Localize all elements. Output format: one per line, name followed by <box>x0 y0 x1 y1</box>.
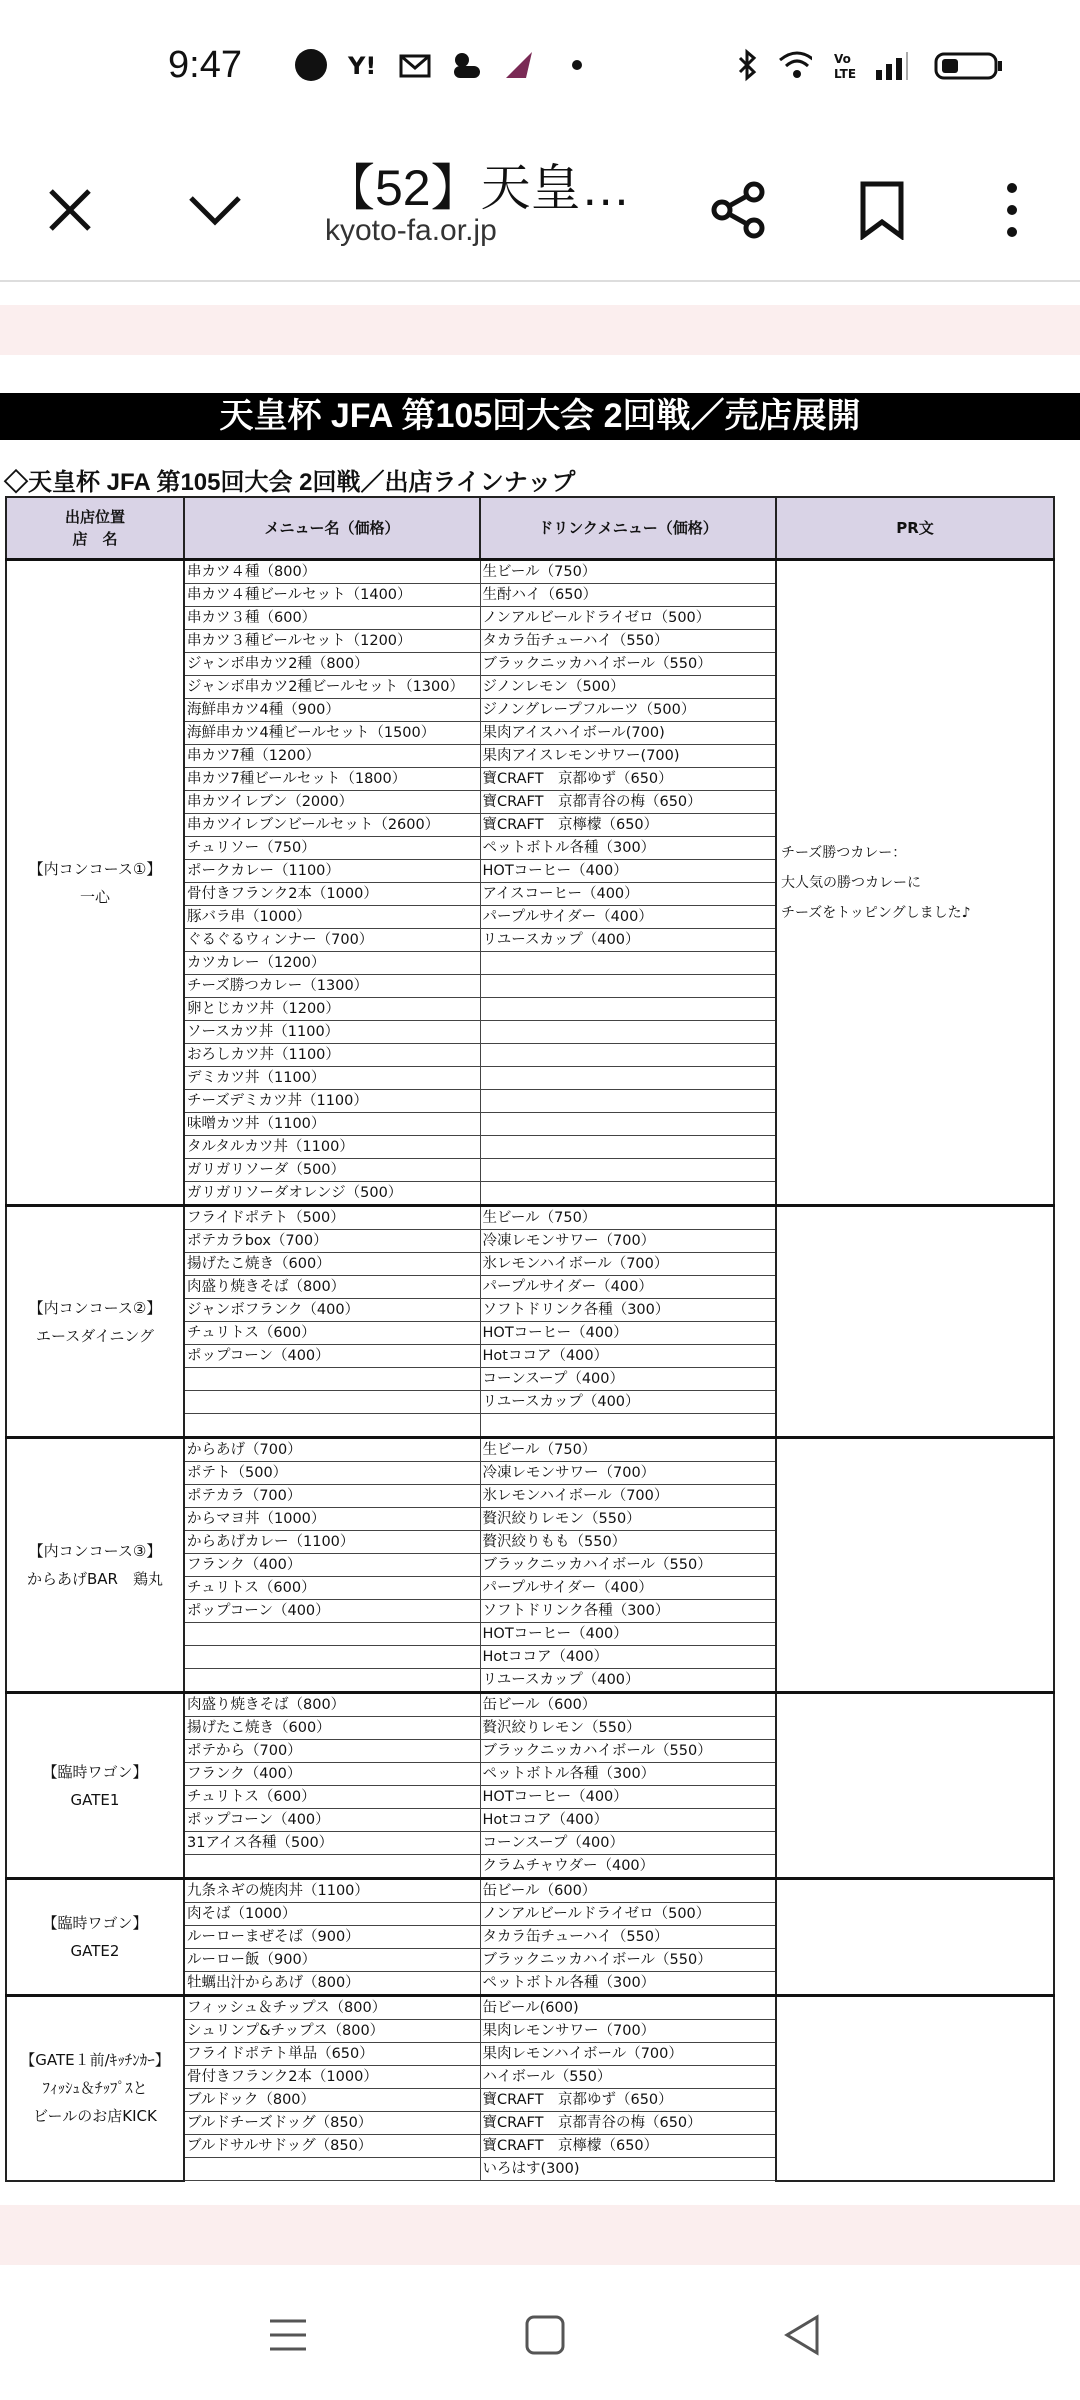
store-name-cell <box>6 560 184 1206</box>
menu-item: ぐるぐるウィンナー（700） <box>184 929 480 952</box>
drink-item <box>480 1414 776 1438</box>
drink-item: 生ビール（750） <box>480 560 776 584</box>
store-name: 【内コンコース②】 エースダイニング <box>28 1298 162 1345</box>
page-title: 【52】天皇… <box>325 160 631 216</box>
drink-item: パープルサイダー（400） <box>480 906 776 929</box>
menu-item: ガリガリソーダ（500） <box>184 1159 480 1182</box>
pr-text-cell <box>776 1996 1054 2181</box>
svg-text:Vo: Vo <box>834 52 851 66</box>
drink-item <box>480 998 776 1021</box>
drink-item: ペットボトル各種（300） <box>480 837 776 860</box>
event-banner: 天皇杯 JFA 第105回大会 2回戦／売店展開 <box>0 393 1080 440</box>
menu-item: フランク（400） <box>184 1763 480 1786</box>
store-name: 【内コンコース③】 からあげBAR 鶏丸 <box>27 1542 163 1588</box>
menu-item: 揚げたこ焼き（600） <box>184 1253 480 1276</box>
drink-item: ペットボトル各種（300） <box>480 1763 776 1786</box>
drink-item: 寶CRAFT 京都青谷の梅（650） <box>480 2112 776 2135</box>
store-name-cell <box>6 1438 184 1693</box>
table-row <box>6 1438 1054 1462</box>
menu-item: 肉盛り焼きそば（800） <box>184 1693 480 1717</box>
status-time: 9:47 <box>168 44 242 86</box>
menu-item: フライドポテト（500） <box>184 1206 480 1230</box>
drink-item: 果肉レモンサワー（700） <box>480 2020 776 2043</box>
drink-item: 果肉アイスハイボール(700) <box>480 722 776 745</box>
menu-item: からあげカレー（1100） <box>184 1531 480 1554</box>
table-row <box>6 560 1054 584</box>
lineup-table <box>5 496 1055 2182</box>
menu-item: タルタルカツ丼（1100） <box>184 1136 480 1159</box>
wifi-icon <box>778 48 812 82</box>
drink-item: ブラックニッカハイボール（550） <box>480 1554 776 1577</box>
page-url: kyoto-fa.or.jp <box>325 214 497 247</box>
menu-item <box>184 1414 480 1438</box>
drink-item: Hotココア（400） <box>480 1345 776 1368</box>
menu-item <box>184 1855 480 1879</box>
chevron-down-icon[interactable] <box>175 170 255 250</box>
drink-item: 贅沢絞りレモン（550） <box>480 1717 776 1740</box>
pr-text-cell <box>776 1438 1054 1693</box>
menu-item: ジャンボ串カツ2種ビールセット（1300） <box>184 676 480 699</box>
page-band <box>0 305 1080 355</box>
menu-item: ルーローまぜそば（900） <box>184 1926 480 1949</box>
drink-item: アイスコーヒー（400） <box>480 883 776 906</box>
bookmark-icon[interactable] <box>842 170 922 250</box>
menu-item: デミカツ丼（1100） <box>184 1067 480 1090</box>
menu-item: 骨付きフランク2本（1000） <box>184 2066 480 2089</box>
drink-item: 缶ビール（600） <box>480 1693 776 1717</box>
drink-item: ハイボール（550） <box>480 2066 776 2089</box>
store-name-cell <box>6 1206 184 1438</box>
table-row <box>6 1693 1054 1717</box>
table-header-row <box>6 497 1054 560</box>
notification-app-icon <box>294 48 328 82</box>
menu-item: フライドポテト単品（650） <box>184 2043 480 2066</box>
menu-item: ブルドック（800） <box>184 2089 480 2112</box>
drink-item: 寶CRAFT 京都ゆず（650） <box>480 768 776 791</box>
menu-item: フィッシュ＆チップス（800） <box>184 1996 480 2020</box>
drink-item: ジノンレモン（500） <box>480 676 776 699</box>
pr-text: チーズ勝つカレー： 大人気の勝つカレーに チーズをトッピングしました♪ <box>781 844 971 921</box>
drink-item: Hotココア（400） <box>480 1809 776 1832</box>
menu-item <box>184 1669 480 1693</box>
header-pr: PR文 <box>776 497 1054 560</box>
system-navbar <box>0 2270 1080 2400</box>
drink-item: リユースカップ（400） <box>480 1669 776 1693</box>
drink-item: コーンスープ（400） <box>480 1832 776 1855</box>
menu-item: 卵とじカツ丼（1200） <box>184 998 480 1021</box>
drink-item: 寶CRAFT 京都青谷の梅（650） <box>480 791 776 814</box>
recent-apps-icon[interactable] <box>253 2300 323 2370</box>
drink-item: ノンアルビールドライゼロ（500） <box>480 607 776 630</box>
drink-item: Hotココア（400） <box>480 1646 776 1669</box>
signal-icon <box>874 48 908 82</box>
header-menu: メニュー名（価格） <box>184 497 480 560</box>
menu-item: ルーロー飯（900） <box>184 1949 480 1972</box>
drink-item <box>480 1067 776 1090</box>
drink-item: 缶ビール（600） <box>480 1879 776 1903</box>
drink-item: 冷凍レモンサワー（700） <box>480 1462 776 1485</box>
menu-item: ポテト（500） <box>184 1462 480 1485</box>
menu-item: ブルドチーズドッグ（850） <box>184 2112 480 2135</box>
menu-item: チュリトス（600） <box>184 1786 480 1809</box>
menu-item: 串カツ４種ビールセット（1400） <box>184 584 480 607</box>
drink-item: 寶CRAFT 京都ゆず（650） <box>480 2089 776 2112</box>
share-icon[interactable] <box>698 170 778 250</box>
menu-item: 串カツイレブンビールセット（2600） <box>184 814 480 837</box>
drink-item: パープルサイダー（400） <box>480 1276 776 1299</box>
lineup-subtitle: ◇天皇杯 JFA 第105回大会 2回戦／出店ラインナップ <box>4 469 576 496</box>
drink-item <box>480 1113 776 1136</box>
drink-item: 缶ビール(600) <box>480 1996 776 2020</box>
menu-item <box>184 2158 480 2181</box>
drink-item: 氷レモンハイボール（700） <box>480 1485 776 1508</box>
menu-item: チュリソー（750） <box>184 837 480 860</box>
header-store: 出店位置 店 名 <box>6 497 184 560</box>
store-name-cell <box>6 1693 184 1879</box>
menu-item: からマヨ丼（1000） <box>184 1508 480 1531</box>
menu-item: 31アイス各種（500） <box>184 1832 480 1855</box>
drink-item <box>480 1090 776 1113</box>
menu-item: フランク（400） <box>184 1554 480 1577</box>
drink-item: 生ビール（750） <box>480 1438 776 1462</box>
mail-icon <box>398 48 432 82</box>
menu-item: ポップコーン（400） <box>184 1345 480 1368</box>
menu-item: 串カツイレブン（2000） <box>184 791 480 814</box>
drink-item: クラムチャウダー（400） <box>480 1855 776 1879</box>
menu-item: おろしカツ丼（1100） <box>184 1044 480 1067</box>
drink-item: いろはす(300) <box>480 2158 776 2181</box>
menu-item: ポテから（700） <box>184 1740 480 1763</box>
drink-item: 贅沢絞りレモン（550） <box>480 1508 776 1531</box>
status-bar <box>0 0 1080 140</box>
drink-item: 寶CRAFT 京檸檬（650） <box>480 2135 776 2158</box>
volte-icon <box>832 48 866 82</box>
drink-item: リユースカップ（400） <box>480 929 776 952</box>
drink-item: ブラックニッカハイボール（550） <box>480 1949 776 1972</box>
drink-item: コーンスープ（400） <box>480 1368 776 1391</box>
menu-item: チーズ勝つカレー（1300） <box>184 975 480 998</box>
drink-item <box>480 1044 776 1067</box>
menu-item: ガリガリソーダオレンジ（500） <box>184 1182 480 1206</box>
table-row <box>6 1879 1054 1903</box>
table-row <box>6 1206 1054 1230</box>
page-band-bottom <box>0 2205 1080 2265</box>
menu-item <box>184 1368 480 1391</box>
drink-item: HOTコーヒー（400） <box>480 1786 776 1809</box>
menu-item: からあげ（700） <box>184 1438 480 1462</box>
header-drink: ドリンクメニュー（価格） <box>480 497 776 560</box>
drink-item: 冷凍レモンサワー（700） <box>480 1230 776 1253</box>
menu-item: ポップコーン（400） <box>184 1809 480 1832</box>
menu-item: 味噌カツ丼（1100） <box>184 1113 480 1136</box>
menu-item: ポークカレー（1100） <box>184 860 480 883</box>
menu-item <box>184 1391 480 1414</box>
pr-text-cell <box>776 1879 1054 1996</box>
drink-item: タカラ缶チューハイ（550） <box>480 1926 776 1949</box>
more-notifications-icon <box>560 48 594 82</box>
menu-item: 串カツ7種ビールセット（1800） <box>184 768 480 791</box>
drink-item <box>480 1136 776 1159</box>
drink-item <box>480 1182 776 1206</box>
drink-item: パープルサイダー（400） <box>480 1577 776 1600</box>
drink-item <box>480 1021 776 1044</box>
svg-text:Y!: Y! <box>348 52 377 80</box>
home-icon[interactable] <box>510 2300 580 2370</box>
drink-item: 生ビール（750） <box>480 1206 776 1230</box>
drink-item: HOTコーヒー（400） <box>480 860 776 883</box>
pr-text-cell <box>776 1693 1054 1879</box>
menu-item: ジャンボ串カツ2種（800） <box>184 653 480 676</box>
menu-item <box>184 1623 480 1646</box>
menu-item: チュリトス（600） <box>184 1322 480 1345</box>
app-logo-icon <box>502 48 536 82</box>
battery-icon <box>934 48 1004 82</box>
drink-item: 果肉アイスレモンサワー(700) <box>480 745 776 768</box>
menu-item: ソースカツ丼（1100） <box>184 1021 480 1044</box>
menu-item: 海鮮串カツ4種ビールセット（1500） <box>184 722 480 745</box>
drink-item: 寶CRAFT 京檸檬（650） <box>480 814 776 837</box>
drink-item <box>480 952 776 975</box>
menu-item: ブルドサルサドッグ（850） <box>184 2135 480 2158</box>
drink-item: ブラックニッカハイボール（550） <box>480 653 776 676</box>
drink-item: HOTコーヒー（400） <box>480 1623 776 1646</box>
close-icon[interactable] <box>30 170 110 250</box>
menu-item: 串カツ7種（1200） <box>184 745 480 768</box>
pr-text-cell <box>776 560 1054 1206</box>
store-name: 【GATE１前/ｷｯﾁﾝｶｰ】 ﾌｨｯｼｭ＆ﾁｯﾌﾟｽと ビールのお店KICK <box>20 2051 170 2126</box>
menu-item: ポップコーン（400） <box>184 1600 480 1623</box>
drink-item: 生酎ハイ（650） <box>480 584 776 607</box>
menu-item: 肉盛り焼きそば（800） <box>184 1276 480 1299</box>
store-name: 【内コンコース①】 一心 <box>28 859 162 906</box>
menu-item: 九条ネギの焼肉丼（1100） <box>184 1879 480 1903</box>
store-name-cell <box>6 1879 184 1996</box>
svg-text:LTE: LTE <box>834 67 857 81</box>
store-name-cell <box>6 1996 184 2181</box>
drink-item: ジノングレープフルーツ（500） <box>480 699 776 722</box>
menu-item: チュリトス（600） <box>184 1577 480 1600</box>
menu-item: カツカレー（1200） <box>184 952 480 975</box>
table-row <box>6 1996 1054 2020</box>
menu-item: 串カツ３種（600） <box>184 607 480 630</box>
menu-item: シュリンプ&チップス（800） <box>184 2020 480 2043</box>
menu-item: 串カツ４種（800） <box>184 560 480 584</box>
pr-text-cell <box>776 1206 1054 1438</box>
drink-item: HOTコーヒー（400） <box>480 1322 776 1345</box>
menu-item: ポテカラ（700） <box>184 1485 480 1508</box>
menu-item: 揚げたこ焼き（600） <box>184 1717 480 1740</box>
menu-item: 豚バラ串（1000） <box>184 906 480 929</box>
bluetooth-icon <box>730 48 764 82</box>
menu-item: 骨付きフランク2本（1000） <box>184 883 480 906</box>
drink-item: ソフトドリンク各種（300） <box>480 1299 776 1322</box>
drink-item: ノンアルビールドライゼロ（500） <box>480 1903 776 1926</box>
menu-item: 肉そば（1000） <box>184 1903 480 1926</box>
back-icon[interactable] <box>768 2300 838 2370</box>
menu-item: 牡蠣出汁からあげ（800） <box>184 1972 480 1996</box>
menu-item: 海鮮串カツ4種（900） <box>184 699 480 722</box>
menu-item: 串カツ３種ビールセット（1200） <box>184 630 480 653</box>
drink-item <box>480 975 776 998</box>
more-options-icon[interactable] <box>972 170 1052 250</box>
app-icon <box>450 48 484 82</box>
menu-item: ポテカラbox（700） <box>184 1230 480 1253</box>
drink-item: ペットボトル各種（300） <box>480 1972 776 1996</box>
drink-item: タカラ缶チューハイ（550） <box>480 630 776 653</box>
store-name: 【臨時ワゴン】 GATE1 <box>42 1762 148 1809</box>
drink-item: ブラックニッカハイボール（550） <box>480 1740 776 1763</box>
drink-item: 氷レモンハイボール（700） <box>480 1253 776 1276</box>
store-name: 【臨時ワゴン】 GATE2 <box>42 1914 148 1960</box>
drink-item: ソフトドリンク各種（300） <box>480 1600 776 1623</box>
drink-item: 贅沢絞りもも（550） <box>480 1531 776 1554</box>
menu-item <box>184 1646 480 1669</box>
drink-item: 果肉レモンハイボール（700） <box>480 2043 776 2066</box>
menu-item: チーズデミカツ丼（1100） <box>184 1090 480 1113</box>
yahoo-icon <box>346 48 380 82</box>
drink-item <box>480 1159 776 1182</box>
drink-item: リユースカップ（400） <box>480 1391 776 1414</box>
menu-item: ジャンボフランク（400） <box>184 1299 480 1322</box>
